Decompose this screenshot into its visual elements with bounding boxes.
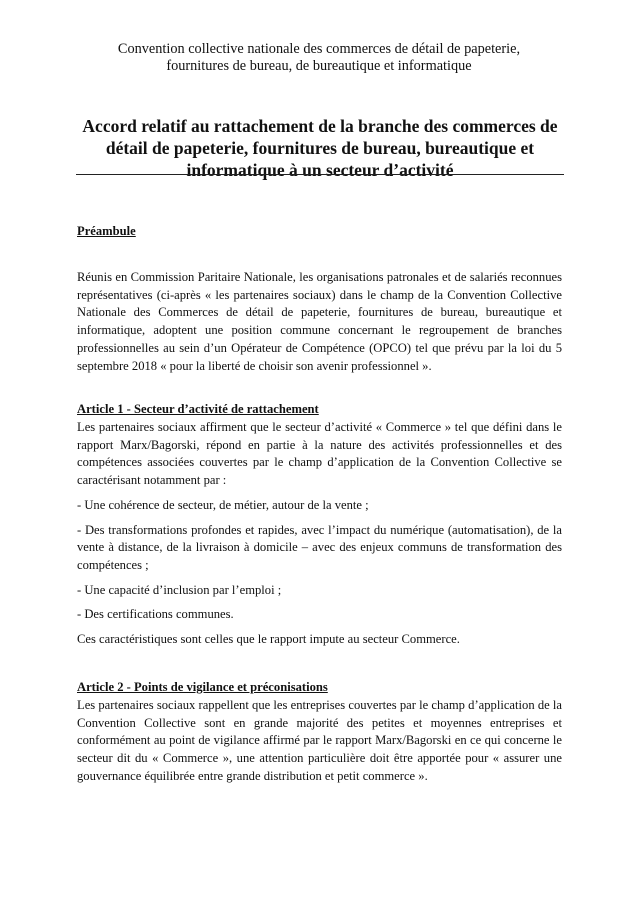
article-1-item-4: - Des certifications communes. <box>77 607 234 622</box>
article-1-conclusion: Ces caractéristiques sont celles que le rapport impute au secteur Commerce. <box>77 632 460 647</box>
article-2-paragraph: Les partenaires sociaux rappellent que les entreprises couvertes par le champ d’application de la Convention Collective sont en grande majorité des petites et moyennes entreprises et conformément au point de vigilance affirmé par le rapport Marx/Bagorski en ce qui concerne le secteur dit du « Commerce », une attention particulière doit être apportée pour « assurer une gouvernance équilibrée entre grande distribution et petit commerce ». <box>77 698 562 783</box>
article-1-item-2: - Des transformations profondes et rapides, avec l’impact du numérique (automatisation), de la vente à distance, de la livraison à domicile – avec des enjeux communs de transformation des compétences ; <box>77 522 562 572</box>
article-1-body <box>77 419 562 656</box>
title-line-2: détail de papeterie, fournitures de bureau, bureautique et <box>105 138 535 158</box>
header-line-1: Convention collective nationale des commerces de détail de papeterie, <box>117 41 521 57</box>
preambule-heading: Préambule <box>77 224 136 238</box>
article-1-item-1: - Une cohérence de secteur, de métier, autour de la vente ; <box>77 497 369 512</box>
title-line-3: informatique à un secteur d’activité <box>186 160 454 180</box>
article-1-item-3: - Une capacité d’inclusion par l’emploi ; <box>77 582 282 597</box>
article-2-heading: Article 2 - Points de vigilance et préconisations <box>77 680 328 694</box>
header-line-2: fournitures de bureau, de bureautique et informatique <box>166 58 472 74</box>
article-1-intro: Les partenaires sociaux affirment que le secteur d’activité « Commerce » tel que défini dans le rapport Marx/Bagorski, répond en partie à la nature des activités professionnelles et des compétences associées couvertes par le champ d’application de la Convention Collective se caractérisant notamment par : <box>77 420 562 488</box>
title-divider <box>76 174 564 175</box>
article-1-heading: Article 1 - Secteur d’activité de rattachement <box>77 402 319 416</box>
document-title <box>76 115 564 181</box>
preambule-paragraph: Réunis en Commission Paritaire Nationale, les organisations patronales et de salariés reconnues représentatives (ci-après « les partenaires sociaux) dans le champ de la Convention Collective Nationale des Commerces de détail de papeterie, fournitures de bureau, bureautique et informatique, adoptent une position commune concernant le regroupement de branches professionnelles au sein d’un Opérateur de Compétence (OPCO) tel que prévu par la loi du 5 septembre 2018 « pour la liberté de choisir son avenir professionnel ». <box>77 270 562 373</box>
title-line-1: Accord relatif au rattachement de la branche des commerces de <box>82 116 558 136</box>
document-header <box>40 41 598 75</box>
